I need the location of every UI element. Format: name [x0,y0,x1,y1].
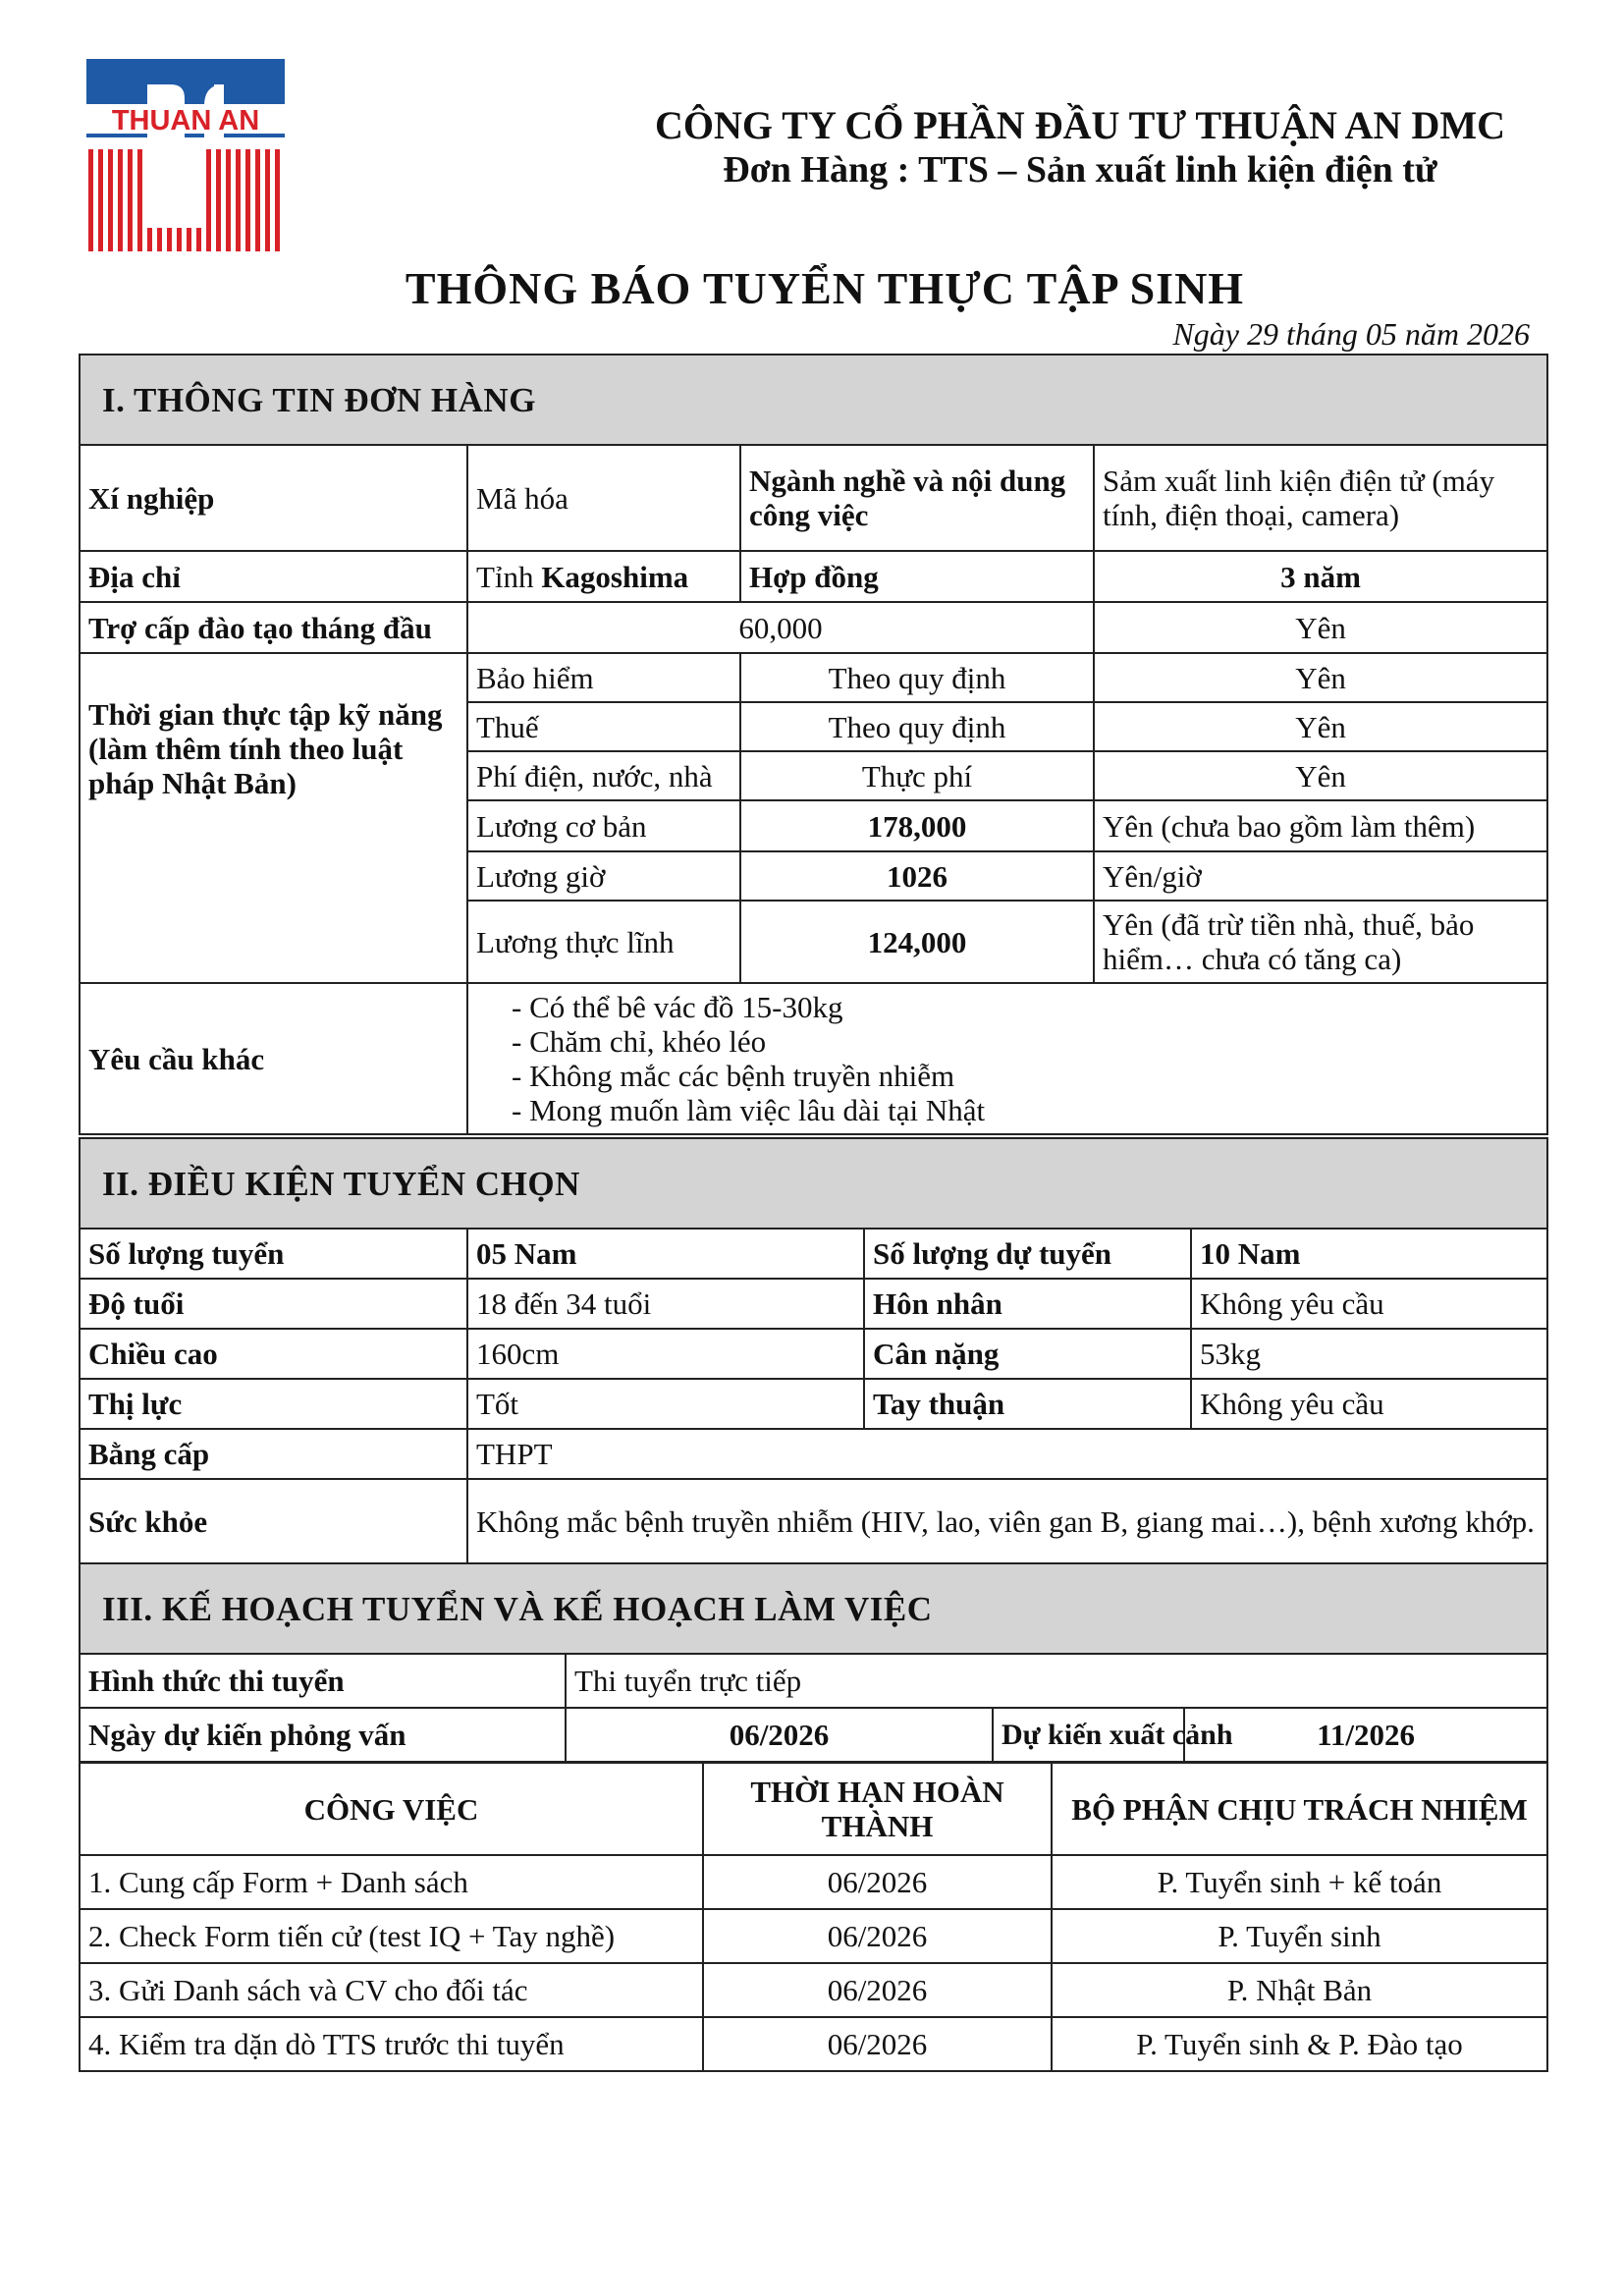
salary-value: Thực phí [740,751,1094,800]
salary-label: Lương thực lĩnh [467,901,740,983]
task-deadline: 06/2026 [703,1963,1052,2017]
task-department: P. Tuyển sinh + kế toán [1052,1855,1547,1909]
field-value: 10 Nam [1191,1229,1547,1279]
field-value: Tốt [467,1379,864,1429]
field-value: Mã hóa [467,445,740,551]
address-value: Kagoshima [541,559,689,594]
field-value: 06/2026 [566,1708,993,1762]
field-label: Ngày dự kiến phỏng vấn [80,1708,566,1762]
field-value: 05 Nam [467,1229,864,1279]
field-label: Bằng cấp [80,1429,467,1479]
field-value: 160cm [467,1329,864,1379]
task-deadline: 06/2026 [703,1909,1052,1963]
requirements-cell [467,983,1547,1134]
plan-table [79,1562,1548,1763]
salary-unit: Yên/giờ [1094,851,1547,901]
field-value: Thi tuyển trực tiếp [566,1654,1547,1708]
salary-label: Bảo hiểm [467,653,740,702]
task-name: 4. Kiểm tra dặn dò TTS trước thi tuyển [80,2017,703,2071]
field-value [467,551,740,602]
field-value: Không mắc bệnh truyền nhiễm (HIV, lao, viên gan B, giang mai…), bệnh xương khớp. [467,1479,1547,1563]
field-label: Cân nặng [864,1329,1191,1379]
field-label: Thị lực [80,1379,467,1429]
salary-unit: Yên (đã trừ tiền nhà, thuế, bảo hiểm… chưa có tăng ca) [1094,901,1547,983]
task-name: 1. Cung cấp Form + Danh sách [80,1855,703,1909]
salary-unit: Yên [1094,653,1547,702]
task-department: P. Nhật Bản [1052,1963,1547,2017]
field-label: Dự kiến xuất cảnh [993,1708,1184,1762]
salary-value: 124,000 [740,901,1094,983]
document-title: THÔNG BÁO TUYỂN THỰC TẬP SINH [405,263,1245,313]
field-unit: Yên [1094,602,1547,653]
logo-text: THUAN AN [111,105,260,137]
task-department: P. Tuyển sinh [1052,1909,1547,1963]
section-title: III. KẾ HOẠCH TUYỂN VÀ KẾ HOẠCH LÀM VIỆC [80,1563,1547,1654]
field-label: Hình thức thi tuyển [80,1654,566,1708]
section-title: II. ĐIỀU KIỆN TUYỂN CHỌN [80,1138,1547,1229]
field-label: Tay thuận [864,1379,1191,1429]
table-row [80,1963,1547,2017]
section-title: I. THÔNG TIN ĐƠN HÀNG [80,355,1547,445]
field-value: THPT [467,1429,1547,1479]
field-label: Số lượng tuyển [80,1229,467,1279]
salary-label: Phí điện, nước, nhà [467,751,740,800]
field-label: Số lượng dự tuyển [864,1229,1191,1279]
list-item: - Không mắc các bệnh truyền nhiễm [512,1059,1539,1093]
field-label: Hợp đồng [740,551,1094,602]
field-label: Độ tuổi [80,1279,467,1329]
order-info-table [79,354,1548,1135]
table-row [80,1909,1547,1963]
field-label: Thời gian thực tập kỹ năng (làm thêm tính theo luật pháp Nhật Bản) [80,653,467,983]
salary-label: Thuế [467,702,740,751]
table-row [80,2017,1547,2071]
field-label: Sức khỏe [80,1479,467,1563]
field-label: Yêu cầu khác [80,983,467,1134]
salary-value: Theo quy định [740,653,1094,702]
field-label: Chiều cao [80,1329,467,1379]
salary-value: Theo quy định [740,702,1094,751]
table-row [80,1855,1547,1909]
column-header: THỜI HẠN HOÀN THÀNH [703,1763,1052,1855]
list-item: - Mong muốn làm việc lâu dài tại Nhật [512,1093,1539,1127]
field-value: 3 năm [1094,551,1547,602]
task-deadline: 06/2026 [703,1855,1052,1909]
address-prefix: Tỉnh [476,559,542,594]
salary-value: 178,000 [740,800,1094,851]
field-label: Ngành nghề và nội dung công việc [740,445,1094,551]
field-value: 60,000 [467,602,1094,653]
requirements-list [476,990,1539,1127]
field-label: Xí nghiệp [80,445,467,551]
salary-label: Lương cơ bản [467,800,740,851]
salary-unit: Yên (chưa bao gồm làm thêm) [1094,800,1547,851]
field-value: 11/2026 [1184,1708,1547,1762]
task-department: P. Tuyển sinh & P. Đào tạo [1052,2017,1547,2071]
field-value: 18 đến 34 tuổi [467,1279,864,1329]
salary-unit: Yên [1094,702,1547,751]
salary-value: 1026 [740,851,1094,901]
field-label: Trợ cấp đào tạo tháng đầu [80,602,467,653]
field-value: Sảm xuất linh kiện điện tử (máy tính, điện thoại, camera) [1094,445,1547,551]
task-name: 2. Check Form tiến cử (test IQ + Tay nghề) [80,1909,703,1963]
column-header: BỘ PHẬN CHỊU TRÁCH NHIỆM [1052,1763,1547,1855]
field-value: Không yêu cầu [1191,1379,1547,1429]
salary-unit: Yên [1094,751,1547,800]
list-item: - Có thể bê vác đồ 15-30kg [512,990,1539,1024]
field-label: Địa chỉ [80,551,467,602]
salary-label: Lương giờ [467,851,740,901]
field-label: Hôn nhân [864,1279,1191,1329]
task-table [79,1762,1548,2072]
task-deadline: 06/2026 [703,2017,1052,2071]
column-header: CÔNG VIỆC [80,1763,703,1855]
field-value: 53kg [1191,1329,1547,1379]
document-date: Ngày 29 tháng 05 năm 2026 [1172,316,1530,352]
list-item: - Chăm chỉ, khéo léo [512,1024,1539,1059]
order-line: Đơn Hàng : TTS – Sản xuất linh kiện điện tử [723,149,1437,191]
company-logo [86,59,285,251]
field-value: Không yêu cầu [1191,1279,1547,1329]
task-name: 3. Gửi Danh sách và CV cho đối tác [80,1963,703,2017]
company-name: CÔNG TY CỔ PHẦN ĐẦU TƯ THUẬN AN DMC [655,103,1505,147]
selection-criteria-table [79,1137,1548,1564]
